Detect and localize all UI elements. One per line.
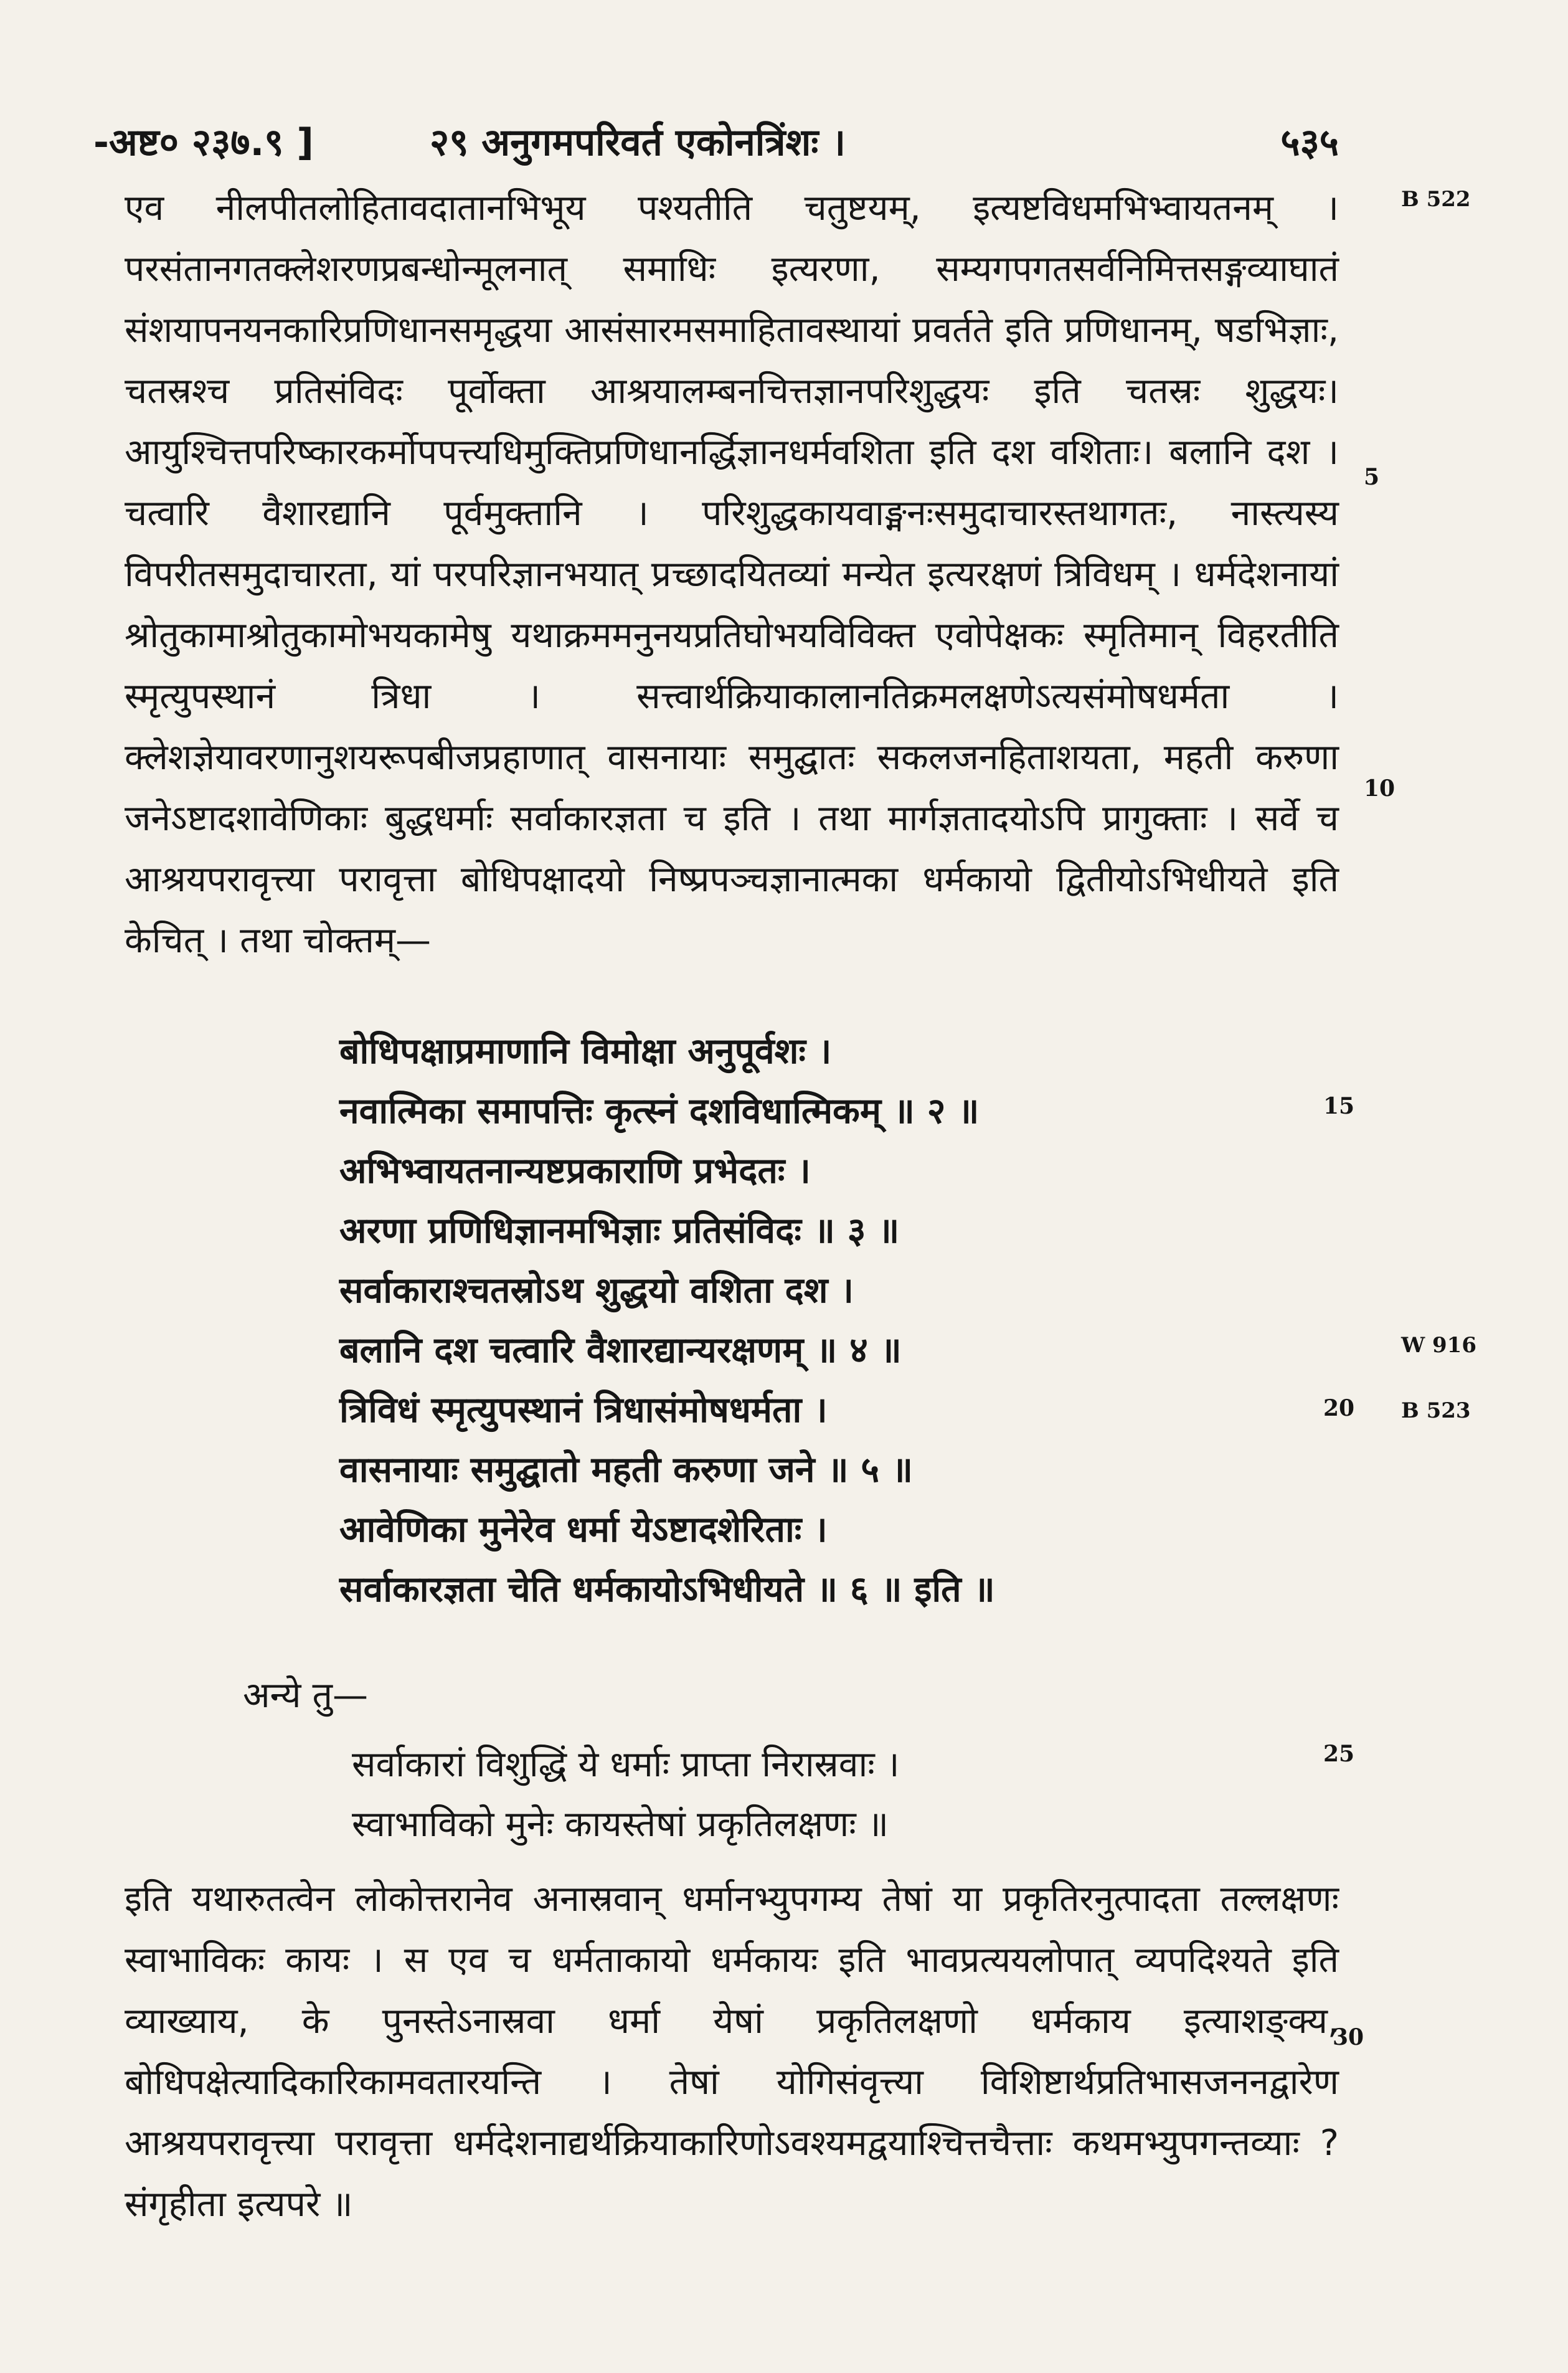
- commentary-prose-1: एव नीलपीतलोहितावदातानभिभूय पश्यतीति चतुष्टयम्, इत्यष्टविधमभिभ्वायतनम् । परसंतानगतक्लेशरणप्रबन्धोन्मूलनात् समाधिः इत्यरणा, सम्यगपगतसर्वनिमित्तसङ्गव्याघातं संशयापनयनकारिप्रणिधानसमृद्धया आसंसारमसमाहितावस्थायां प्रवर्तते इति प्रणिधानम्, षडभिज्ञाः, चतस्रश्च प्रतिसंविदः पूर्वोक्ता आश्रयालम्बनचित्तज्ञानपरिशुद्धयः इति चतस्रः शुद्धयः। आयुश्चित्तपरिष्कारकर्मोपपत्त्यधिमुक्तिप्रणिधानर्द्धिज्ञानधर्मवशिता इति दश वशिताः। बलानि दश । चत्वारि वैशारद्यानि पूर्वमुक्तानि । परिशुद्धकायवाङ्मनःसमुदाचारस्तथागतः, नास्त्यस्य विपरीतसमुदाचारता, यां परपरिज्ञानभयात् प्रच्छादयितव्यां मन्येत इत्यरक्षणं त्रिविधम् । धर्मदेशनायां श्रोतुकामाश्रोतुकामोभयकामेषु यथाक्रममनुनयप्रतिघोभयविविक्त एवोपेक्षकः स्मृतिमान् विहरतीति स्मृत्युपस्थानं त्रिधा । सत्त्वार्थक्रियाकालानतिक्रमलक्षणेऽत्यसंमोषधर्मता । क्लेशज्ञेयावरणानुशयरूपबीजप्रहाणात् वासनायाः समुद्घातः सकलजनहिताशयता, महती करुणा जनेऽष्टादशावेणिकाः बुद्धधर्माः सर्वाकारज्ञता च इति । तथा मार्गज्ञतादयोऽपि प्रागुक्ताः । सर्वे च आश्रयपरावृत्त्या परावृत्ता बोधिपक्षादयो निष्प्रपञ्चज्ञानात्मका धर्मकायो द्वितीयोऽभिधीयते इति केचित् । तथा चोक्तम्—: [125, 187, 1339, 961]
- verse-line: बोधिपक्षाप्रमाणानि विमोक्षा अनुपूर्वशः ।: [339, 1031, 832, 1072]
- verse-line: सर्वाकाराश्चतस्रोऽथ शुद्धयो वशिता दश ।: [339, 1270, 854, 1311]
- verse-line: सर्वाकारज्ञता चेति धर्मकायोऽभिधीयते ॥ ६ ॥ इति ॥: [339, 1569, 995, 1610]
- line-number: 30: [1333, 2024, 1364, 2050]
- page-number: ५३५: [1280, 121, 1339, 164]
- verse-line: नवात्मिका समापत्तिः कृत्स्नं दशविधात्मिकम् ॥ २ ॥: [339, 1091, 980, 1132]
- edition-ref: W 916: [1401, 1333, 1476, 1358]
- header-section-ref: -अष्ट० २३७.९ ]: [93, 121, 314, 164]
- edition-ref: B 522: [1401, 187, 1471, 212]
- verse-line: बलानि दश चत्वारि वैशारद्यान्यरक्षणम् ॥ ४ ॥: [339, 1330, 902, 1371]
- verse-line: त्रिविधं स्मृत्युपस्थानं त्रिधासंमोषधर्मता ।: [339, 1390, 828, 1431]
- header-chapter-title: २९ अनुगमपरिवर्त एकोनत्रिंशः ।: [430, 121, 846, 164]
- verse-line: स्वाभाविको मुनेः कायस्तेषां प्रकृतिलक्षणः ॥: [352, 1804, 889, 1845]
- verse-line: आवेणिका मुनेरेव धर्मा येऽष्टादशेरिताः ।: [339, 1509, 828, 1550]
- commentary-prose-2: इति यथारुतत्वेन लोकोत्तरानेव अनास्रवान् धर्मानभ्युपगम्य तेषां या प्रकृतिरनुत्पादता तल्लक्षणः स्वाभाविकः कायः । स एव च धर्मताकायो धर्मकायः इति भावप्रत्ययलोपात् व्यपदिश्यते इति व्याख्याय, के पुनस्तेऽनास्रवा धर्मा येषां प्रकृतिलक्षणो धर्मकाय इत्याशङ्क्य, बोधिपक्षेत्यादिकारिकामवतारयन्ति । तेषां योगिसंवृत्त्या विशिष्टार्थप्रतिभासजननद्वारेण आश्रयपरावृत्त्या परावृत्ता धर्मदेशनाद्यर्थक्रियाकारिणोऽवश्यमद्वयाश्चित्तचैत्ताः कथमभ्युपगन्तव्याः ? संगृहीता इत्यपरे ॥: [125, 1878, 1339, 2225]
- line-number: 20: [1323, 1395, 1355, 1421]
- anye-tu-intro: अन्ये तु—: [243, 1675, 369, 1716]
- verse-line: सर्वाकारां विशुद्धिं ये धर्माः प्राप्ता निरास्रवाः ।: [352, 1744, 900, 1785]
- verse-line: वासनायाः समुद्घातो महती करुणा जने ॥ ५ ॥: [339, 1449, 914, 1490]
- verse-line: अरणा प्रणिधिज्ञानमभिज्ञाः प्रतिसंविदः ॥ ३ ॥: [339, 1210, 900, 1251]
- verse-block-2: [352, 1735, 1224, 1854]
- verse-block-1: [339, 1021, 1211, 1619]
- line-number: 15: [1323, 1093, 1355, 1119]
- edition-ref: B 523: [1401, 1398, 1471, 1423]
- line-number: 10: [1364, 775, 1396, 802]
- running-header: [93, 115, 1339, 171]
- line-number: 25: [1323, 1741, 1355, 1767]
- line-number: 5: [1364, 464, 1380, 490]
- verse-line: अभिभ्वायतनान्यष्टप्रकाराणि प्रभेदतः ।: [339, 1150, 811, 1191]
